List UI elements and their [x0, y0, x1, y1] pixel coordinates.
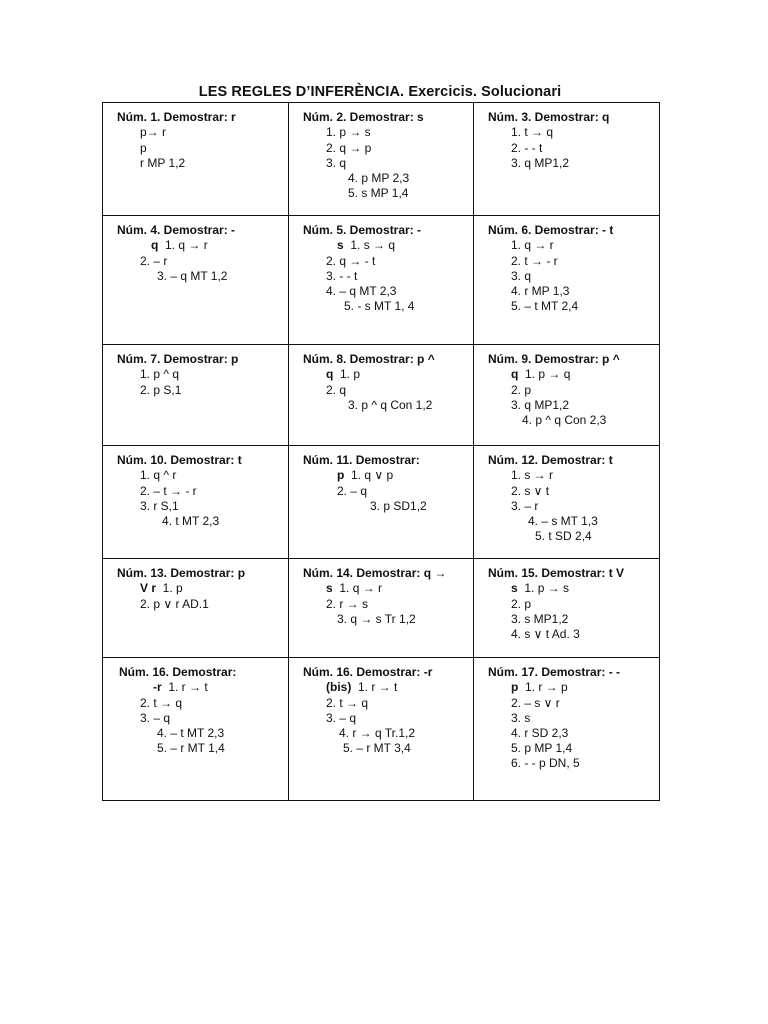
proof-step-text: 3. q [511, 269, 532, 283]
proof-step-text: 3. – r [511, 499, 539, 513]
proof-step [344, 299, 414, 314]
exercise-title-continuation: (bis) [326, 680, 352, 694]
proof-step-text: 3. – q [140, 711, 171, 725]
exercise-row [103, 446, 660, 559]
proof-step-text: 4. p ^ q Con 2,3 [522, 413, 607, 427]
proof-step-text: 5. s MP 1,4 [348, 186, 409, 200]
proof-step-text: 1. t → q [511, 125, 554, 139]
exercise-heading [488, 665, 620, 680]
proof-step-text: 1. s → r [511, 468, 554, 482]
proof-step [535, 529, 592, 544]
proof-step [511, 156, 569, 171]
proof-step-text: 2. – r [140, 254, 168, 268]
proof-step [157, 741, 225, 756]
exercise-cell [474, 103, 660, 216]
exercise-title: Núm. 11. Demostrar: [303, 453, 420, 467]
exercise-cell [289, 658, 474, 801]
proof-step [348, 171, 409, 186]
proof-step [511, 125, 553, 140]
proof-step-text: 1. r → t [161, 680, 208, 694]
exercise-heading [488, 110, 609, 125]
proof-step-text: 3. p ^ q Con 1,2 [348, 398, 433, 412]
proof-step [326, 254, 375, 269]
exercise-heading [303, 566, 446, 581]
proof-step-text: p [140, 141, 147, 155]
proof-step [326, 284, 396, 299]
exercise-row [103, 345, 660, 446]
exercise-row [103, 658, 660, 801]
exercise-title-continuation: q [326, 367, 334, 381]
exercise-cell [289, 559, 474, 658]
proof-step-text: 3. q MP1,2 [511, 398, 570, 412]
exercise-cell [103, 345, 289, 446]
exercise-heading [488, 223, 613, 238]
proof-step-text: 5. – r MT 1,4 [157, 741, 225, 755]
proof-step [337, 468, 393, 483]
exercise-cell [103, 103, 289, 216]
exercise-title: Núm. 1. Demostrar: r [117, 110, 236, 124]
exercise-row [103, 216, 660, 345]
proof-step [140, 156, 185, 171]
proof-step-text: 1. p [156, 581, 183, 595]
proof-step [140, 597, 209, 612]
proof-step-text: 1. p → s [326, 125, 371, 139]
proof-step [522, 413, 606, 428]
proof-step [511, 612, 568, 627]
proof-step-text: 3. - - t [326, 269, 358, 283]
proof-step-text: 4. r → q Tr.1,2 [339, 726, 416, 740]
proof-step-text: 1. p → s [517, 581, 570, 595]
exercise-title: Núm. 9. Demostrar: p ^ [488, 352, 620, 366]
exercise-title: Núm. 6. Demostrar: - t [488, 223, 614, 237]
proof-step [511, 696, 560, 711]
proof-step-text: 1. q → r [158, 238, 208, 252]
exercise-title: Núm. 2. Demostrar: s [303, 110, 424, 124]
proof-step [326, 597, 368, 612]
proof-step [511, 581, 569, 596]
exercise-cell [103, 658, 289, 801]
proof-step-text: 2. p [511, 383, 532, 397]
proof-step [157, 269, 227, 284]
proof-step [326, 156, 346, 171]
proof-step-text: r MP 1,2 [140, 156, 186, 170]
proof-step [337, 612, 416, 627]
proof-step [151, 238, 208, 253]
proof-step [326, 581, 382, 596]
proof-step-text: 2. - - t [511, 141, 543, 155]
exercise-heading [119, 665, 236, 680]
proof-step [511, 141, 542, 156]
proof-step [511, 468, 553, 483]
proof-step-text: 2. t → q [326, 696, 369, 710]
proof-step-text: 2. p S,1 [140, 383, 182, 397]
proof-step-text: 1. s → q [343, 238, 396, 252]
proof-step [511, 627, 580, 642]
exercise-title-continuation: q [511, 367, 519, 381]
proof-step-text: 3. r S,1 [140, 499, 179, 513]
exercise-title-continuation: V r [140, 581, 157, 595]
exercise-title: Núm. 14. Demostrar: q → [303, 566, 447, 580]
proof-step-text: p→ r [140, 125, 167, 139]
exercise-cell [474, 559, 660, 658]
exercise-title-continuation: p [337, 468, 345, 482]
exercise-heading [117, 110, 236, 125]
proof-step [511, 238, 554, 253]
proof-step [140, 499, 179, 514]
proof-step-text: 2. p [511, 597, 532, 611]
proof-step-text: 6. - - p DN, 5 [511, 756, 580, 770]
proof-step-text: 1. p [333, 367, 361, 381]
proof-step-text: 2. – q [337, 484, 368, 498]
proof-step [339, 726, 415, 741]
exercise-heading [488, 352, 620, 367]
proof-step-text: 2. r → s [326, 597, 369, 611]
proof-step [326, 367, 360, 382]
exercise-table [102, 102, 660, 801]
proof-step [511, 299, 578, 314]
proof-step-text: 3. – q [326, 711, 357, 725]
proof-step-text: 4. t MT 2,3 [162, 514, 220, 528]
exercise-title: Núm. 5. Demostrar: - [303, 223, 422, 237]
proof-step-text: 1. q ∨ p [344, 468, 394, 482]
proof-step [140, 254, 167, 269]
exercise-cell [103, 559, 289, 658]
exercise-heading [303, 453, 420, 468]
proof-step [511, 383, 531, 398]
proof-step-text: 5. t SD 2,4 [535, 529, 592, 543]
exercise-title-continuation: s [337, 238, 344, 252]
proof-step-text: 3. s MP1,2 [511, 612, 569, 626]
proof-step-text: 1. q ^ r [140, 468, 177, 482]
exercise-cell [474, 658, 660, 801]
proof-step [511, 484, 549, 499]
proof-step [511, 726, 568, 741]
proof-step-text: 3. – q MT 1,2 [157, 269, 228, 283]
proof-step-text: 5. - s MT 1, 4 [344, 299, 415, 313]
exercise-cell [474, 345, 660, 446]
exercise-title: Núm. 16. Demostrar: [119, 665, 237, 679]
exercise-cell [289, 103, 474, 216]
proof-step-text: 4. – q MT 2,3 [326, 284, 397, 298]
exercise-cell [103, 216, 289, 345]
proof-step [326, 696, 368, 711]
exercise-title-continuation: p [511, 680, 519, 694]
exercise-title-continuation: s [326, 581, 333, 595]
exercise-title: Núm. 10. Demostrar: t [117, 453, 242, 467]
exercise-cell [289, 216, 474, 345]
proof-step-text: 1. r → t [351, 680, 398, 694]
proof-step-text: 2. q [326, 383, 347, 397]
proof-step-text: 2. q → - t [326, 254, 376, 268]
exercise-heading [117, 566, 245, 581]
proof-step-text: 4. – s MT 1,3 [528, 514, 598, 528]
proof-step [370, 499, 427, 514]
proof-step [511, 499, 538, 514]
proof-step-text: 1. r → p [518, 680, 568, 694]
exercise-title: Núm. 13. Demostrar: p [117, 566, 246, 580]
proof-step [326, 269, 357, 284]
proof-step-text: 1. q → r [332, 581, 383, 595]
proof-step-text: 3. q → s Tr 1,2 [337, 612, 416, 626]
proof-step [140, 468, 176, 483]
proof-step [153, 680, 208, 695]
proof-step [140, 711, 170, 726]
proof-step [528, 514, 598, 529]
exercise-title: Núm. 17. Demostrar: - - [488, 665, 621, 679]
proof-step-text: 2. – t → - r [140, 484, 197, 498]
proof-step [511, 680, 568, 695]
proof-step [511, 367, 570, 382]
proof-step-text: 5. – r MT 3,4 [343, 741, 411, 755]
proof-step-text: 4. s ∨ t Ad. 3 [511, 627, 580, 641]
exercise-row [103, 559, 660, 658]
exercise-cell [289, 446, 474, 559]
exercise-heading [303, 665, 432, 680]
proof-step [326, 383, 346, 398]
proof-step [511, 741, 572, 756]
exercise-title: Núm. 15. Demostrar: t V [488, 566, 625, 580]
proof-step [326, 141, 371, 156]
proof-step-text: 5. p MP 1,4 [511, 741, 573, 755]
exercise-title: Núm. 16. Demostrar: -r [303, 665, 433, 679]
proof-step-text: 1. p → q [518, 367, 571, 381]
proof-step-text: 1. q → r [511, 238, 554, 252]
proof-step-text: 1. p ^ q [140, 367, 179, 381]
proof-step [157, 726, 224, 741]
proof-step-text: 3. p SD1,2 [370, 499, 427, 513]
exercise-heading [303, 110, 424, 125]
exercise-heading [303, 223, 421, 238]
proof-step-text: 3. s [511, 711, 531, 725]
exercise-heading [117, 453, 242, 468]
proof-step [337, 238, 395, 253]
proof-step [140, 383, 181, 398]
proof-step-text: 2. t → - r [511, 254, 558, 268]
proof-step-text: 2. t → q [140, 696, 183, 710]
proof-step [348, 186, 408, 201]
proof-step-text: 2. – s ∨ r [511, 696, 560, 710]
exercise-cell [103, 446, 289, 559]
exercise-cell [289, 345, 474, 446]
proof-step-text: 2. p ∨ r AD.1 [140, 597, 209, 611]
proof-step [348, 398, 432, 413]
exercise-heading [303, 352, 435, 367]
proof-step [511, 269, 531, 284]
proof-step-text: 4. – t MT 2,3 [157, 726, 225, 740]
exercise-cell [474, 446, 660, 559]
proof-step [326, 125, 371, 140]
proof-step-text: 2. s ∨ t [511, 484, 550, 498]
exercise-title-continuation: q [151, 238, 159, 252]
proof-step [337, 484, 367, 499]
proof-step [343, 741, 411, 756]
proof-step [140, 696, 182, 711]
exercise-title: Núm. 4. Demostrar: - [117, 223, 236, 237]
exercise-heading [488, 453, 613, 468]
proof-step-text: 3. q MP1,2 [511, 156, 570, 170]
proof-step [511, 284, 569, 299]
proof-step-text: 4. p MP 2,3 [348, 171, 410, 185]
exercise-heading [488, 566, 624, 581]
proof-step [511, 711, 530, 726]
exercise-title: Núm. 3. Demostrar: q [488, 110, 610, 124]
exercise-title-continuation: s [511, 581, 518, 595]
exercise-title: Núm. 8. Demostrar: p ^ [303, 352, 435, 366]
proof-step [326, 711, 356, 726]
proof-step-text: 4. r SD 2,3 [511, 726, 569, 740]
exercise-heading [117, 352, 238, 367]
proof-step [511, 756, 580, 771]
proof-step [140, 484, 197, 499]
proof-step [511, 597, 531, 612]
exercise-title-continuation: -r [153, 680, 162, 694]
proof-step-text: 2. q → p [326, 141, 372, 155]
proof-step [140, 581, 183, 596]
proof-step-text: 4. r MP 1,3 [511, 284, 570, 298]
proof-step [511, 254, 558, 269]
exercise-cell [474, 216, 660, 345]
proof-step [140, 125, 166, 140]
proof-step [140, 367, 179, 382]
proof-step [140, 141, 147, 156]
proof-step-text: 5. – t MT 2,4 [511, 299, 579, 313]
proof-step [326, 680, 397, 695]
proof-step-text: 3. q [326, 156, 347, 170]
proof-step [511, 398, 569, 413]
exercise-title: Núm. 7. Demostrar: p [117, 352, 239, 366]
exercise-heading [117, 223, 235, 238]
exercise-title: Núm. 12. Demostrar: t [488, 453, 613, 467]
exercise-row [103, 103, 660, 216]
document-title: LES REGLES D’INFERÈNCIA. Exercicis. Solucionari [198, 84, 562, 100]
proof-step [162, 514, 219, 529]
